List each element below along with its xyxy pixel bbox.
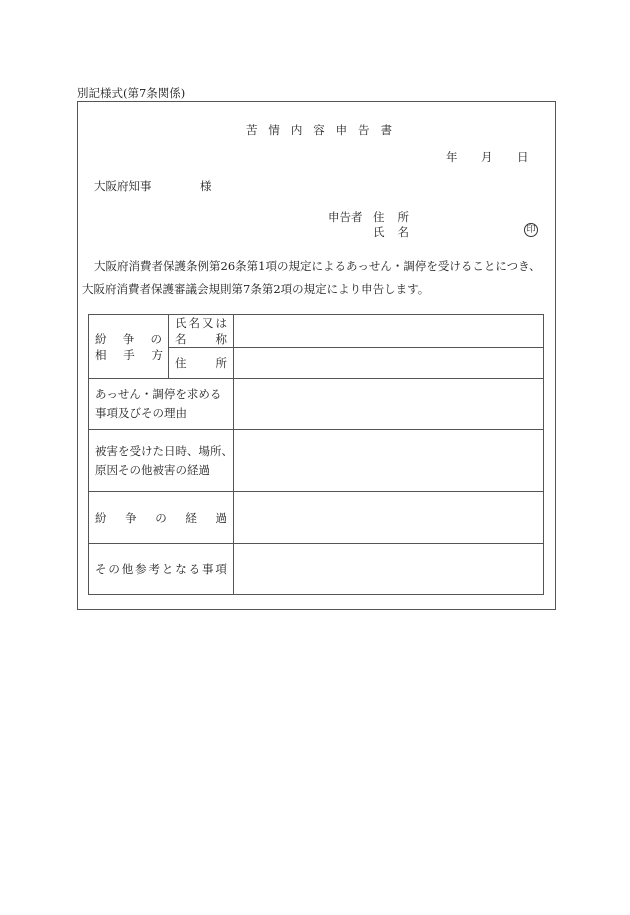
party-name-label-line-2 bbox=[169, 331, 233, 347]
label-char: 氏 bbox=[175, 316, 187, 330]
damage-details-label-line-2: 原因その他被害の経過 bbox=[95, 462, 210, 477]
party-address-label bbox=[169, 355, 233, 371]
party-address-field[interactable] bbox=[234, 348, 544, 379]
form-title bbox=[246, 122, 392, 138]
other-matters-field[interactable] bbox=[234, 544, 544, 595]
table-row bbox=[89, 379, 544, 430]
date-day-label: 日 bbox=[517, 150, 529, 164]
applicant-address-label bbox=[373, 209, 409, 225]
date-month-label: 月 bbox=[481, 150, 493, 164]
label-char: な bbox=[175, 562, 187, 576]
body-text-line-1: 大阪府消費者保護条例第26条第1項の規定によるあっせん・調停を受けることにつき、 bbox=[94, 259, 541, 273]
label-char: 考 bbox=[148, 562, 160, 576]
table-row bbox=[89, 492, 544, 544]
body-text-line-2: 大阪府消費者保護審議会規則第7条第2項の規定により申告します。 bbox=[82, 282, 430, 296]
dispute-progress-label-cell bbox=[89, 492, 234, 544]
label-char: そ bbox=[95, 562, 107, 576]
label-char: 名 bbox=[397, 225, 409, 239]
label-char: 所 bbox=[215, 356, 227, 370]
dispute-progress-field[interactable] bbox=[234, 492, 544, 544]
label-char: 事 bbox=[202, 562, 214, 576]
applicant-label: 申告者 bbox=[328, 210, 363, 224]
addressee-honorific: 様 bbox=[200, 179, 212, 193]
mediation-request-label-cell bbox=[89, 379, 234, 430]
title-char: 書 bbox=[380, 123, 392, 137]
table-row bbox=[89, 544, 544, 595]
label-char: の bbox=[108, 562, 120, 576]
table-row bbox=[89, 315, 544, 348]
complaint-table bbox=[88, 314, 544, 595]
label-char: 争 bbox=[125, 510, 137, 525]
label-char: 項 bbox=[215, 562, 227, 576]
label-char: 名 bbox=[175, 332, 187, 346]
party-label-line-1 bbox=[89, 331, 168, 347]
form-caption: 別記様式(第7条関係) bbox=[77, 86, 186, 100]
title-char: 内 bbox=[290, 123, 303, 137]
label-char: 紛 bbox=[95, 331, 107, 346]
label-char: 名 bbox=[188, 316, 200, 330]
title-char: 苦 bbox=[246, 123, 258, 137]
party-label-cell bbox=[89, 315, 169, 379]
mediation-request-label-line-2: 事項及びその理由 bbox=[95, 406, 187, 420]
party-name-field[interactable] bbox=[234, 315, 544, 348]
label-char: 争 bbox=[122, 331, 135, 346]
title-char: 情 bbox=[268, 123, 280, 137]
table-row bbox=[89, 430, 544, 492]
label-char: の bbox=[150, 331, 162, 346]
label-char: 手 bbox=[123, 347, 135, 362]
label-char: る bbox=[188, 562, 201, 576]
label-char: 他 bbox=[121, 562, 134, 576]
label-char: 又 bbox=[202, 316, 214, 330]
label-char: 方 bbox=[151, 347, 163, 362]
damage-details-label-cell bbox=[89, 430, 234, 492]
title-char: 申 bbox=[335, 123, 348, 137]
other-matters-label bbox=[89, 561, 233, 577]
label-char: と bbox=[161, 562, 174, 576]
damage-details-field[interactable] bbox=[234, 430, 544, 492]
label-char: の bbox=[155, 510, 167, 525]
mediation-request-label-line-1: あっせん・調停を求める bbox=[95, 387, 222, 401]
label-char: 相 bbox=[95, 347, 107, 362]
label-char: 住 bbox=[373, 210, 385, 224]
party-label-line-2 bbox=[89, 347, 168, 363]
label-char: は bbox=[215, 316, 227, 330]
mediation-request-field[interactable] bbox=[234, 379, 544, 430]
other-matters-label-cell bbox=[89, 544, 234, 595]
seal-mark-icon: 印 bbox=[524, 223, 538, 237]
title-char: 告 bbox=[358, 123, 370, 137]
damage-details-label-line-1: 被害を受けた日時、場所、 bbox=[95, 443, 233, 458]
date-year-label: 年 bbox=[446, 150, 458, 164]
label-char: 経 bbox=[185, 510, 197, 525]
dispute-progress-label bbox=[89, 510, 233, 526]
label-char: 所 bbox=[397, 210, 409, 224]
label-char: 称 bbox=[215, 332, 227, 346]
party-address-label-cell bbox=[169, 348, 234, 379]
label-char: 過 bbox=[215, 510, 227, 525]
label-char: 住 bbox=[175, 356, 187, 370]
label-char: 紛 bbox=[95, 510, 107, 525]
addressee-name: 大阪府知事 bbox=[94, 179, 152, 193]
applicant-name-label bbox=[373, 224, 409, 240]
party-name-label-cell bbox=[169, 315, 234, 348]
title-char: 容 bbox=[313, 123, 325, 137]
label-char: 氏 bbox=[373, 225, 385, 239]
label-char: 参 bbox=[135, 562, 147, 576]
party-name-label-line-1 bbox=[169, 315, 233, 331]
